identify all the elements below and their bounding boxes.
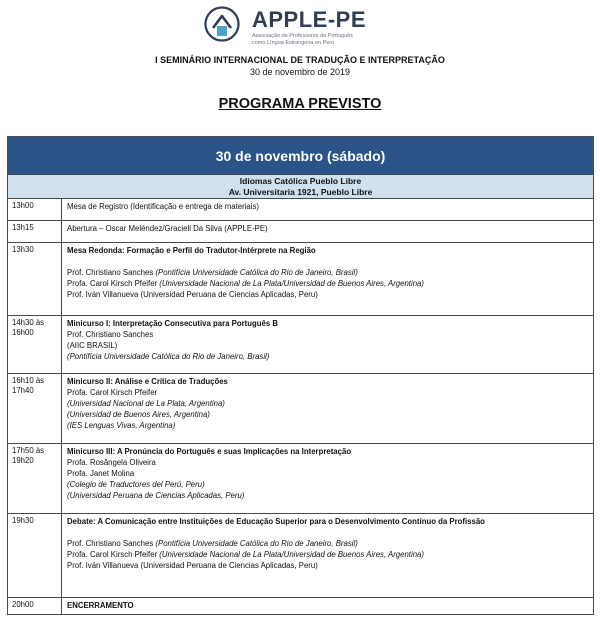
- content-cell: [62, 243, 593, 315]
- time-cell: 13h30: [8, 243, 62, 315]
- session-title: Minicurso III: A Pronúncia do Português e suas Implicações na Interpretação: [67, 447, 352, 456]
- table-row: [8, 316, 593, 374]
- table-row: [8, 598, 593, 614]
- speaker-line: Prof. Iván Villanueva (Universidad Peruana de Ciencias Aplicadas, Peru): [67, 290, 318, 299]
- venue-name: Idiomas Católica Pueblo Libre: [239, 176, 362, 186]
- apple-pe-logo: [204, 6, 404, 50]
- speaker-name: Prof. Christiano Sanches: [67, 330, 154, 339]
- table-row: [8, 514, 593, 598]
- speaker-name: Profa. Rosângela Oliveira: [67, 458, 156, 467]
- speaker-affiliation: (Universidad Nacional de La Plata, Argentina): [67, 399, 225, 408]
- time-cell: 19h30: [8, 514, 62, 597]
- content-cell: [62, 221, 593, 242]
- time-cell: 17h50 às 19h20: [8, 444, 62, 513]
- table-row: [8, 221, 593, 243]
- event-title: I SEMINÁRIO INTERNACIONAL DE TRADUÇÃO E INTERPRETAÇÃO: [155, 55, 445, 65]
- content-cell: [62, 514, 593, 597]
- session-title: Minicurso II: Análise e Crítica de Traduções: [67, 377, 228, 386]
- speaker-line: Profa. Carol Kirsch Pfeifer (Universidade Nacional de La Plata/Universidad de Buenos Aires, Argentina): [67, 550, 424, 559]
- time-cell: 13h00: [8, 199, 62, 220]
- content-cell: [62, 444, 593, 513]
- closing-text: ENCERRAMENTO: [67, 601, 134, 610]
- venue-address: Av. Universitaria 1921, Pueblo Libre: [228, 187, 373, 197]
- time-cell: 20h00: [8, 598, 62, 614]
- logo-subtitle: Associação de Professores de Português como Língua Estrangeira en Perú: [252, 33, 353, 46]
- table-row: [8, 374, 593, 444]
- content-cell: [62, 199, 593, 220]
- apple-pe-emblem-icon: [204, 6, 240, 42]
- speaker-affiliation: (IES Lenguas Vivas, Argentina): [67, 421, 176, 430]
- speaker-line: Prof. Iván Villanueva (Universidad Peruana de Ciencias Aplicadas, Peru): [67, 561, 318, 570]
- speaker-line: Profa. Carol Kirsch Pfeifer (Universidade Nacional de La Plata/Universidad de Buenos Aires, Argentina): [67, 279, 424, 288]
- schedule-table: [7, 136, 594, 615]
- speaker-affiliation: (Colegio de Traductores del Perú, Peru): [67, 480, 205, 489]
- day-header: 30 de novembro (sábado): [8, 137, 593, 175]
- content-cell: [62, 598, 593, 614]
- table-row: [8, 243, 593, 316]
- page-title: PROGRAMA PREVISTO: [218, 96, 382, 112]
- time-cell: 13h15: [8, 221, 62, 242]
- time-cell: 14h30 às 16h00: [8, 316, 62, 373]
- session-title: Minicurso I: Interpretação Consecutiva para Português B: [67, 319, 278, 328]
- speaker-affiliation: (Pontifícia Universidade Católica do Rio de Janeiro, Brasil): [67, 352, 270, 361]
- speaker-affiliation: (Universidad Peruana de Ciencias Aplicadas, Peru): [67, 491, 245, 500]
- speaker-name: Profa. Carol Kirsch Pfeifer: [67, 388, 158, 397]
- session-title: Debate: A Comunicação entre Instituições de Educação Superior para o Desenvolvimento Contínuo da Profissão: [67, 517, 485, 526]
- time-cell: 16h10 às 17h40: [8, 374, 62, 443]
- event-date: 30 de novembro de 2019: [249, 67, 351, 77]
- speaker-line: Prof. Christiano Sanches (Pontifícia Universidade Católica do Rio de Janeiro, Brasil): [67, 268, 358, 277]
- activity-text: Mesa de Registro (Identificação e entrega de materiais): [67, 202, 259, 211]
- speaker-affiliation: (Universidad de Buenos Aires, Argentina): [67, 410, 210, 419]
- content-cell: [62, 316, 593, 373]
- content-cell: [62, 374, 593, 443]
- session-title: Mesa Redonda: Formação e Perfil do Tradutor-Intérprete na Região: [67, 246, 316, 255]
- speaker-affiliation: (AIIC BRASIL): [67, 341, 118, 350]
- logo-name: APPLE-PE: [252, 7, 367, 32]
- table-row: [8, 199, 593, 221]
- venue-info: [8, 175, 593, 199]
- speaker-line: Prof. Christiano Sanches (Pontifícia Universidade Católica do Rio de Janeiro, Brasil): [67, 539, 358, 548]
- activity-text: Abertura – Oscar Meléndez/Gracieli Da Silva (APPLE-PE): [67, 224, 268, 233]
- table-row: [8, 444, 593, 514]
- speaker-name: Profa. Janet Molina: [67, 469, 135, 478]
